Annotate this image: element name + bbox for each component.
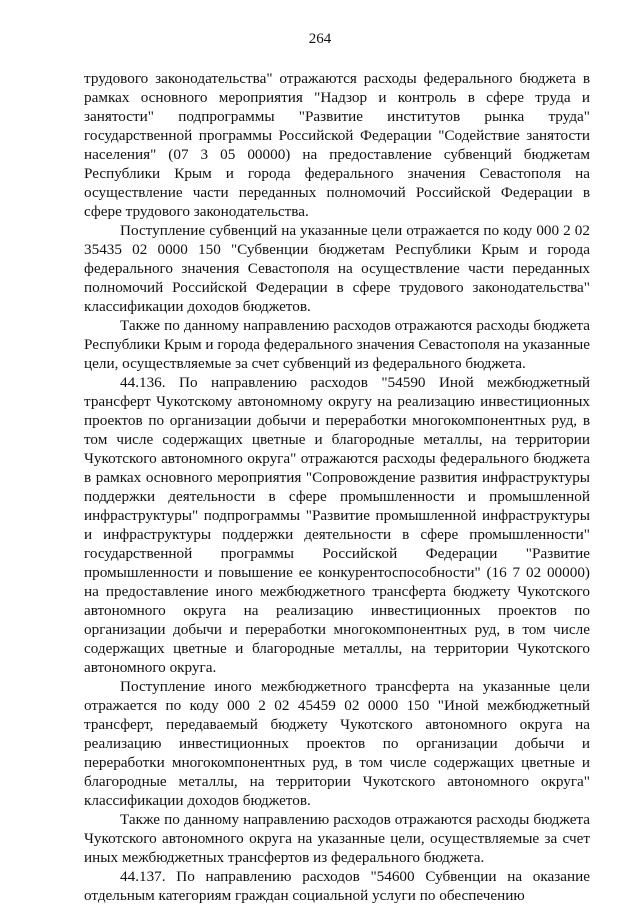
paragraph-subvention-income-code: Поступление субвенций на указанные цели отражается по коду 000 2 02 35435 02 0000 150 "Субвенции бюджетам Республики Крым и города федерального значения Севастополя на осуществление части переданных полномочий Российской Федерации в сфере трудового законодательства" классификации доходов бюджетов. (84, 222, 590, 315)
paragraph-chukotka-expenses: Также по данному направлению расходов отражаются расходы бюджета Чукотского автономного округа на указанные цели, осуществляемые за счет иных межбюджетных трансфертов из федерального бюджета. (84, 811, 590, 866)
page-number: 264 (308, 31, 332, 47)
paragraph-continuation: трудового законодательства" отражаются расходы федерального бюджета в рамках основного мероприятия "Надзор и контроль в сфере труда и занятости" подпрограммы "Развитие институтов рынка труда" государственной программы Российской Федерации "Содействие занятости населения" (07 3 05 00000) на предоставление субвенций бюджетам Республики Крым и города федерального значения Севастополя на осуществление части переданных полномочий Российской Федерации в сфере трудового законодательства. (84, 70, 590, 220)
document-body (84, 69, 590, 905)
paragraph-44-137: 44.137. По направлению расходов "54600 Субвенции на оказание отдельным категориям граждан социальной услуги по обеспечению (84, 868, 590, 904)
paragraph-44-136: 44.136. По направлению расходов "54590 Иной межбюджетный трансферт Чукотскому автономному округу на реализацию инвестиционных проектов по организации добычи и переработки многокомпонентных руд, в том числе содержащих цветные и благородные металлы, на территории Чукотского автономного округа" отражаются расходы федерального бюджета в рамках основного мероприятия "Сопровождение развития инфраструктуры поддержки деятельности в сфере промышленности и промышленной инфраструктуры" подпрограммы "Развитие промышленной инфраструктуры и инфраструктуры поддержки деятельности в сфере промышленности" государственной программы Российской Федерации "Развитие промышленности и повышение ее конкурентоспособности" (16 7 02 00000) на предоставление иного межбюджетного трансферта бюджету Чукотского автономного округа на реализацию инвестиционных проектов по организации добычи и переработки многокомпонентных руд, в том числе содержащих цветные и благородные металлы, на территории Чукотского автономного округа. (84, 374, 590, 676)
paragraph-crimea-sevastopol-expenses: Также по данному направлению расходов отражаются расходы бюджета Республики Крым и города федерального значения Севастополя на указанные цели, осуществляемые за счет субвенций из федерального бюджета. (84, 317, 590, 372)
paragraph-transfer-income-code: Поступление иного межбюджетного трансферта на указанные цели отражается по коду 000 2 02 45459 02 0000 150 "Иной межбюджетный трансферт, передаваемый бюджету Чукотского автономного округа на реализацию инвестиционных проектов по организации добычи и переработки многокомпонентных руд, в том числе содержащих цветные и благородные металлы, на территории Чукотского автономного округа" классификации доходов бюджетов. (84, 678, 590, 809)
